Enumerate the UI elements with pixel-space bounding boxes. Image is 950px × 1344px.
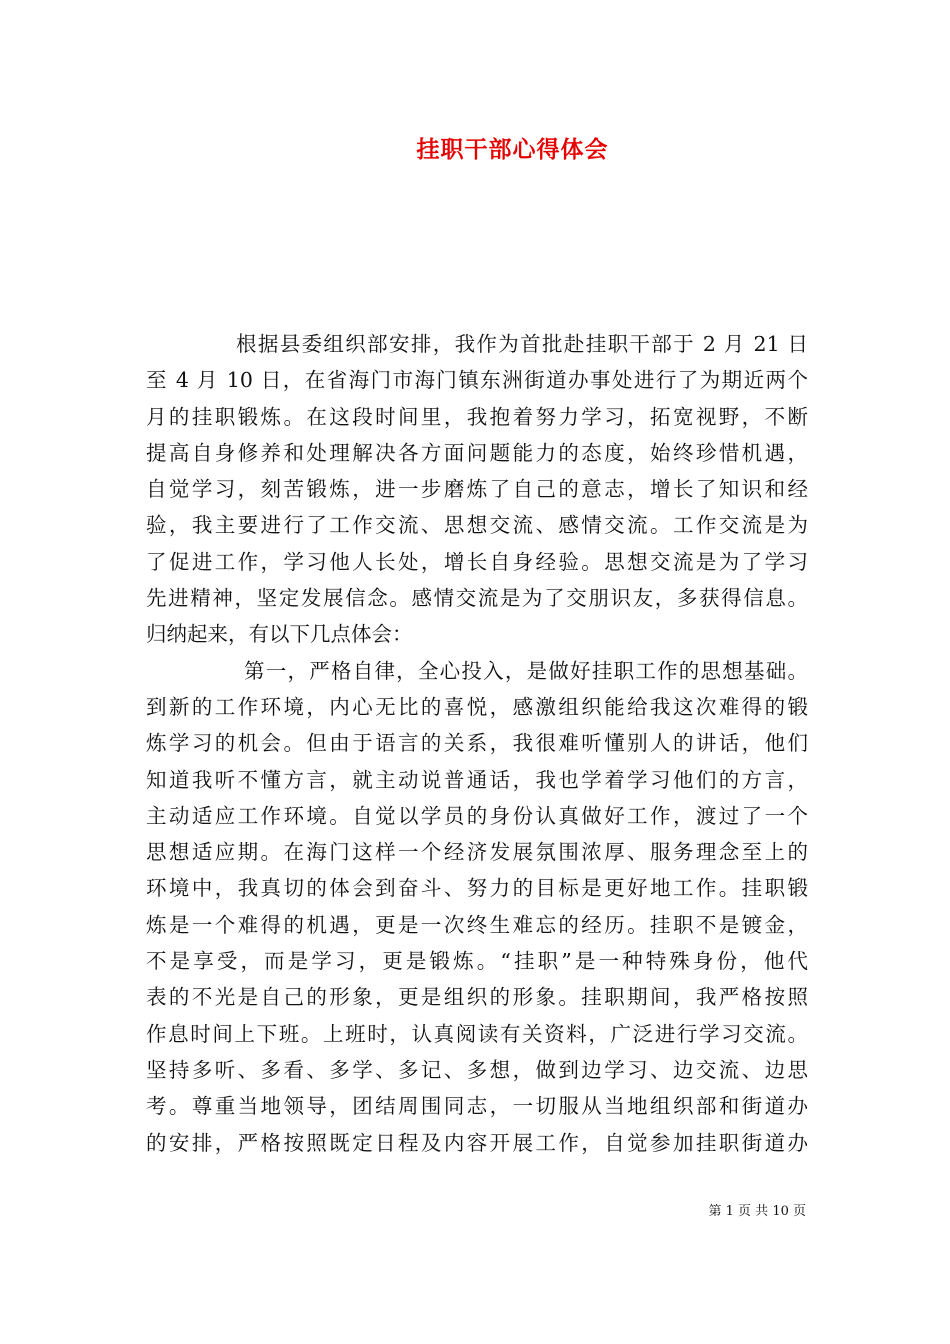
paragraph-line: 根据县委组织部安排，我作为首批赴挂职干部于 2 月 21 日 — [236, 332, 808, 356]
paragraph-line: 验，我主要进行了工作交流、思想交流、感情交流。工作交流是为 — [146, 513, 808, 538]
paragraph-line: 环境中，我真切的体会到奋斗、努力的目标是更好地工作。挂职锻 — [146, 876, 808, 901]
paragraph-line: 到新的工作环境，内心无比的喜悦，感激组织能给我这次难得的锻 — [146, 694, 808, 719]
paragraph-line: 坚持多听、多看、多学、多记、多想，做到边学习、边交流、边思 — [146, 1057, 808, 1082]
paragraph-line: 月的挂职锻炼。在这段时间里，我抱着努力学习，拓宽视野，不断 — [146, 404, 808, 429]
paragraph-line: 了促进工作，学习他人长处，增长自身经验。思想交流是为了学习 — [146, 549, 808, 574]
document-title: 挂职干部心得体会 — [416, 136, 609, 163]
paragraph-line: 主动适应工作环境。自觉以学员的身份认真做好工作，渡过了一个 — [146, 803, 808, 828]
paragraph-line: 的安排，严格按照既定日程及内容开展工作，自觉参加挂职街道办 — [146, 1130, 808, 1155]
paragraph-line: 炼学习的机会。但由于语言的关系，我很难听懂别人的讲话，他们 — [146, 731, 808, 756]
paragraph-line: 知道我听不懂方言，就主动说普通话，我也学着学习他们的方言， — [146, 767, 808, 792]
document-body — [146, 326, 808, 1161]
paragraph-line: 至 4 月 10 日，在省海门市海门镇东洲街道办事处进行了为期近两个 — [146, 368, 808, 393]
paragraph-line: 不是享受，而是学习，更是锻炼。“挂职”是一种特殊身份，他代 — [146, 949, 808, 974]
paragraph-line: 第一，严格自律，全心投入，是做好挂职工作的思想基础。 — [244, 658, 808, 683]
paragraph-line: 炼是一个难得的机遇，更是一次终生难忘的经历。挂职不是镀金， — [146, 912, 808, 937]
paragraph-line: 思想适应期。在海门这样一个经济发展氛围浓厚、服务理念至上的 — [146, 840, 808, 865]
paragraph-line: 表的不光是自己的形象，更是组织的形象。挂职期间，我严格按照 — [146, 985, 808, 1010]
paragraph-line: 自觉学习，刻苦锻炼，进一步磨炼了自己的意志，增长了知识和经 — [146, 477, 808, 502]
paragraph-line: 考。尊重当地领导，团结周围同志，一切服从当地组织部和街道办 — [146, 1094, 808, 1119]
paragraph-line: 先进精神，坚定发展信念。感情交流是为了交朋识友，多获得信息。 — [146, 586, 808, 611]
paragraph-line: 作息时间上下班。上班时，认真阅读有关资料，广泛进行学习交流。 — [146, 1021, 808, 1046]
paragraph-line: 提高自身修养和处理解决各方面问题能力的态度，始终珍惜机遇， — [146, 440, 808, 465]
paragraph-line: 归纳起来，有以下几点体会： — [146, 622, 413, 647]
page-number-footer: 第 1 页 共 10 页 — [708, 1204, 806, 1219]
